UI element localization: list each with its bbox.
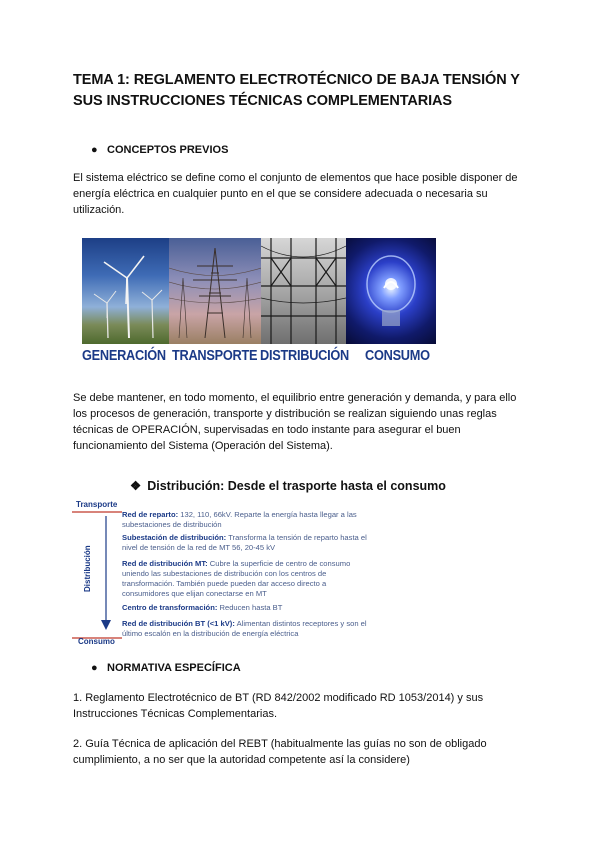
label-generacion: GENERACIÓN xyxy=(82,348,166,364)
substation-image xyxy=(261,238,346,344)
bullet-icon: ● xyxy=(91,662,98,674)
entry-red-bt xyxy=(122,619,367,639)
entry-centro-transformacion xyxy=(122,603,367,613)
bullet-icon: ● xyxy=(91,144,98,156)
entry-red-reparto xyxy=(122,510,367,530)
section-heading-text: CONCEPTOS PREVIOS xyxy=(107,144,229,156)
label-distribucion-vertical: Distribución xyxy=(83,545,92,592)
entry-red-mt xyxy=(122,559,367,599)
entry-desc: 132, 110, 66kV. Reparte la energía hasta llegar a las subestaciones de distribución xyxy=(122,510,357,529)
normativa-item-2: 2. Guía Técnica de aplicación del REBT (habitualmente las guías no son de obligado cumplimiento, a no ser que la autoridad competente así la considere) xyxy=(73,738,487,766)
label-transporte-diagram: Transporte xyxy=(76,500,118,509)
entry-title: Red de reparto: xyxy=(122,510,179,519)
paragraph-equilibrio: Se debe mantener, en todo momento, el equilibrio entre generación y demanda, y para ello los procesos de generación, transporte y distribución se realizan siguiendo unas reglas técnicas de OPERACIÓN, supervisadas en todo instante para asegurar el buen funcionamiento del Sistema (Operación del Sistema). xyxy=(73,392,517,452)
distribution-heading xyxy=(130,478,446,493)
diamond-bullet-icon: ❖ xyxy=(130,479,142,493)
page-title: TEMA 1: REGLAMENTO ELECTROTÉCNICO DE BAJA TENSIÓN Y SUS INSTRUCCIONES TÉCNICAS COMPLEMENTARIAS xyxy=(73,72,520,109)
transmission-tower-image xyxy=(169,238,261,344)
wind-turbine-image xyxy=(82,238,169,344)
label-consumo-diagram: Consumo xyxy=(78,637,115,646)
light-bulb-image xyxy=(346,238,436,344)
image-caption-labels xyxy=(82,348,436,366)
entry-desc: Transforma la tensión de reparto hasta el nivel de tensión de la red de MT 56, 20-45 kV xyxy=(122,533,367,552)
distribution-heading-text: Distribución: Desde el trasporte hasta el consumo xyxy=(147,479,446,493)
label-consumo: CONSUMO xyxy=(365,348,430,364)
entry-title: Red de distribución BT (<1 kV): xyxy=(122,619,235,628)
entry-desc: Alimentan distintos receptores y son el último escalón en la distribución de energía eléctrica xyxy=(122,619,367,638)
entry-desc: Cubre la superficie de centro de consumo uniendo las subestaciones de distribución con los centros de transformación. También puede pueden dar acceso directo a consumidores que elijan conectarse en MT xyxy=(122,559,351,598)
section-heading-normativa xyxy=(73,662,241,674)
label-transporte: TRANSPORTE xyxy=(172,348,258,364)
entry-desc: Reducen hasta BT xyxy=(219,603,283,612)
entry-subestacion xyxy=(122,533,367,553)
down-arrow-icon xyxy=(70,510,130,644)
paragraph-definicion: El sistema eléctrico se define como el conjunto de elementos que hace posible disponer de energía eléctrica en cualquier punto en el que se considere adecuada o necesaria su utilización. xyxy=(73,172,518,216)
entry-title: Subestación de distribución: xyxy=(122,533,227,542)
section-heading-text: NORMATIVA ESPECÍFICA xyxy=(107,662,241,674)
electric-system-image xyxy=(82,238,436,344)
normativa-item-1: 1. Reglamento Electrotécnico de BT (RD 842/2002 modificado RD 1053/2014) y sus Instrucciones Técnicas Complementarias. xyxy=(73,692,484,720)
section-heading-conceptos xyxy=(73,144,228,156)
label-distribucion: DISTRIBUCIÓN xyxy=(260,348,349,364)
entry-title: Centro de transformación: xyxy=(122,603,218,612)
entry-title: Red de distribución MT: xyxy=(122,559,208,568)
